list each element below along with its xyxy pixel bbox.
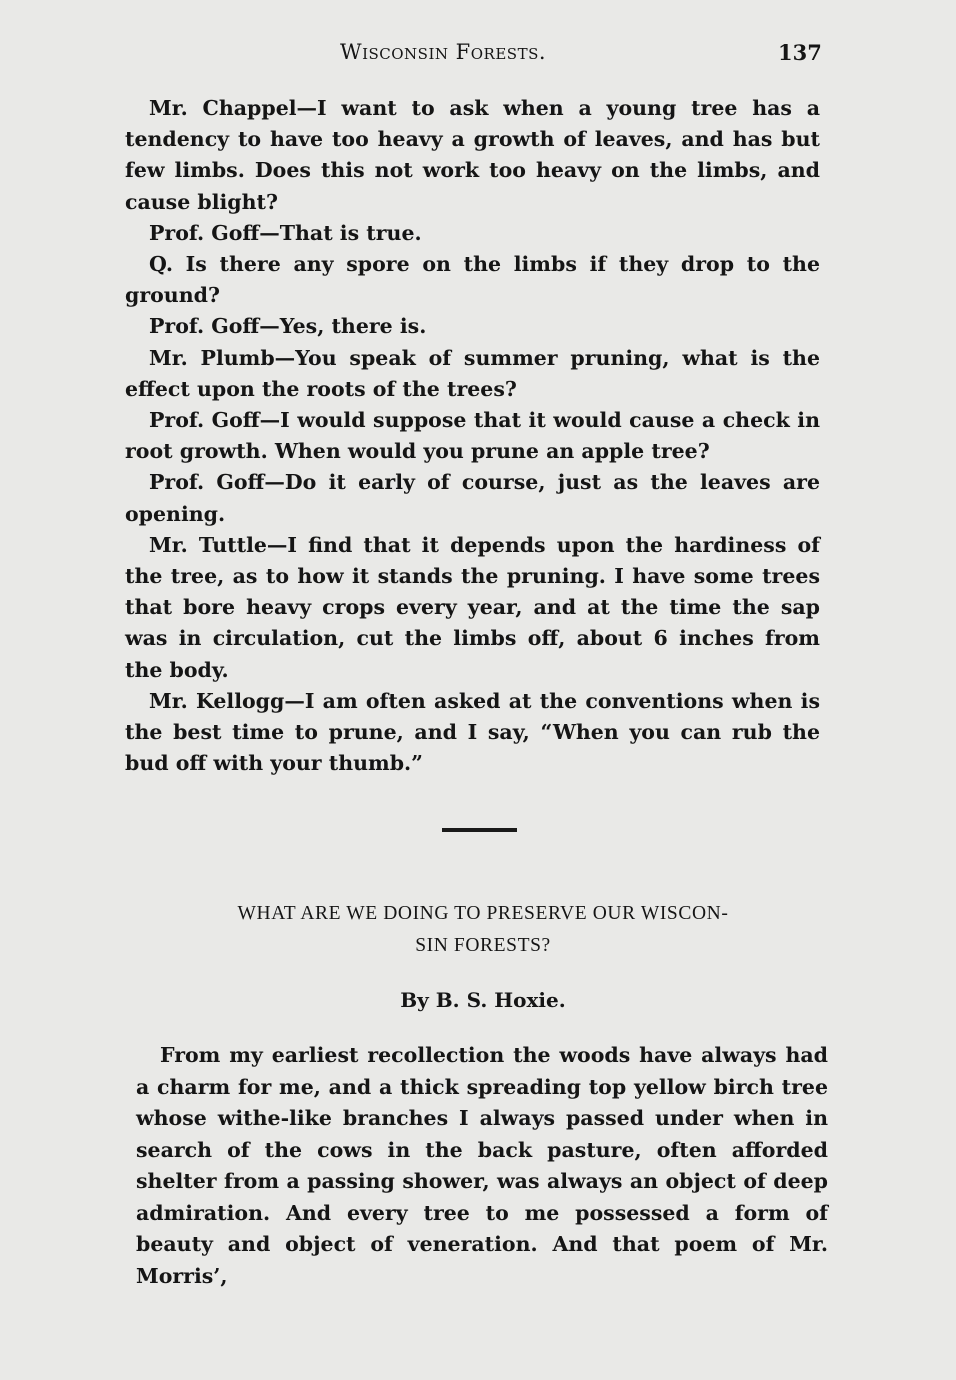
- paragraph-goff-3: Prof. Goff—I would suppose that it would cause a check in root growth. When would you prune an apple tree?: [125, 408, 820, 464]
- article-title-line-2: SIN FORESTS?: [415, 935, 551, 956]
- paragraph-tuttle: Mr. Tuttle—I find that it depends upon the hardiness of the tree, as to how it stands the pruning. I have some trees that bore heavy crops every year, and at the time the sap was in circulation, cut the limbs off, about 6 inches from the body.: [125, 532, 820, 682]
- section-divider: [442, 828, 517, 832]
- article-byline: By B. S. Hoxie.: [400, 988, 566, 1012]
- paragraph-question: Q. Is there any spore on the limbs if they drop to the ground?: [125, 252, 820, 308]
- paragraph-goff-2: Prof. Goff—Yes, there is.: [149, 314, 427, 339]
- page-number: 137: [778, 40, 822, 65]
- article-paragraph: From my earliest recollection the woods have always had a charm for me, and a thick spreading top yellow birch tree whose withe-like branches I always passed under when in search of the cows in the back pasture, often afforded shelter from a passing shower, was always an object of deep admiration. And every tree to me possessed a form of beauty and object of veneration. And that poem of Mr. Morris’,: [136, 1043, 828, 1288]
- article-body: [136, 1040, 828, 1292]
- article-title-line-1: WHAT ARE WE DOING TO PRESERVE OUR WISCON-: [237, 903, 729, 924]
- paragraph-chappel: Mr. Chappel—I want to ask when a young tree has a tendency to have too heavy a growth of leaves, and has but few limbs. Does this not work too heavy on the limbs, and cause blight?: [125, 96, 820, 214]
- discussion-section: [125, 93, 820, 779]
- paragraph-kellogg: Mr. Kellogg—I am often asked at the conventions when is the best time to prune, and I say, “When you can rub the bud off with your thumb.”: [125, 688, 820, 776]
- article-title: [130, 898, 836, 962]
- paragraph-goff-1: Prof. Goff—That is true.: [149, 220, 422, 245]
- paragraph-plumb: Mr. Plumb—You speak of summer pruning, what is the effect upon the roots of the trees?: [125, 345, 820, 401]
- running-title: Wisconsin Forests.: [340, 40, 547, 64]
- paragraph-goff-4: Prof. Goff—Do it early of course, just as the leaves are opening.: [125, 470, 820, 526]
